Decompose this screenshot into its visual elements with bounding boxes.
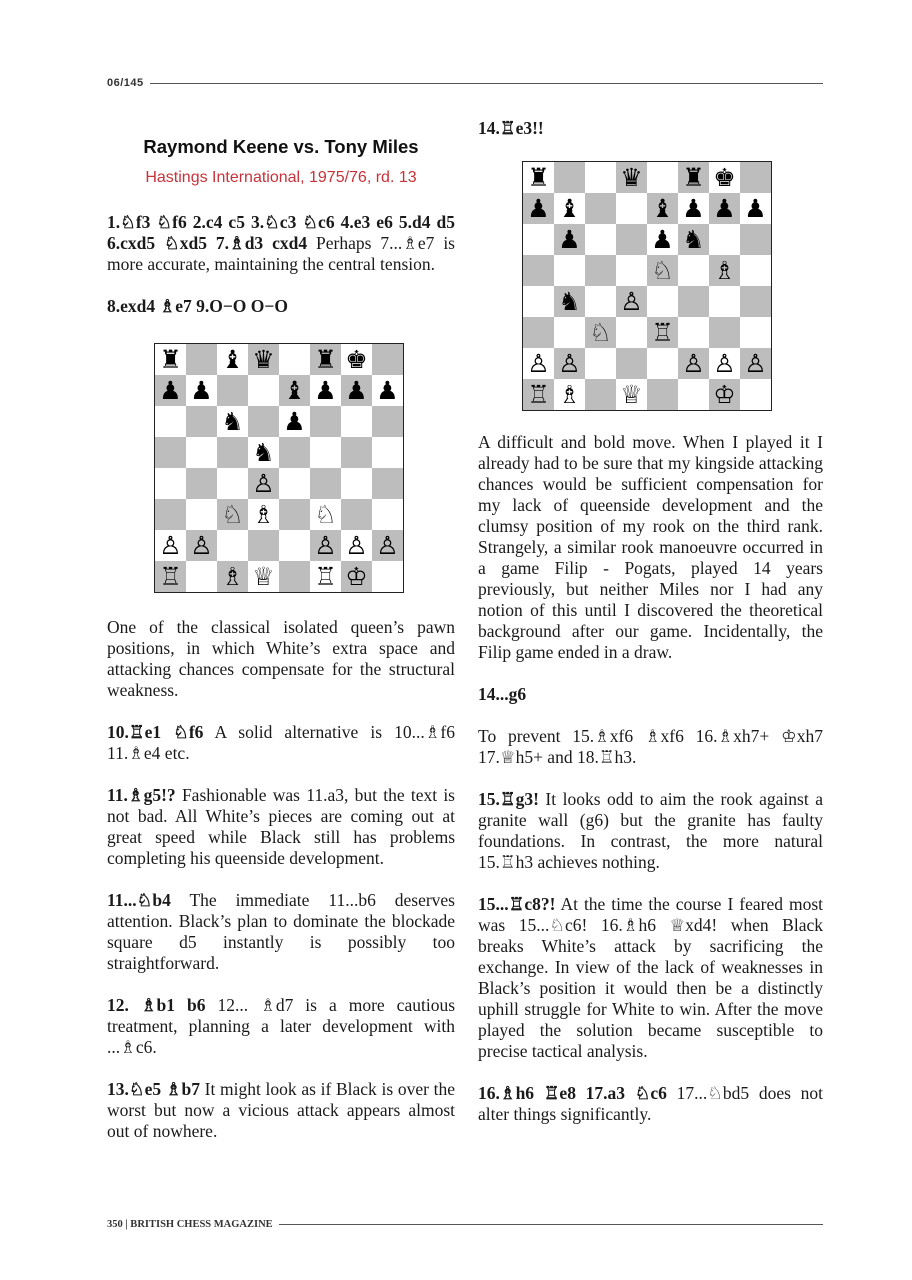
board-square (341, 499, 372, 530)
board-square (554, 255, 585, 286)
white-rook-icon: ♖ (651, 318, 674, 347)
board-square (709, 317, 740, 348)
board-square (372, 468, 403, 499)
board-square (155, 530, 186, 561)
moves: 11...♘b4 (107, 890, 171, 910)
white-knight-icon: ♘ (314, 500, 337, 529)
board-square (279, 468, 310, 499)
moves: 14.♖e3!! (478, 118, 544, 138)
board-square (616, 348, 647, 379)
page-header (107, 75, 823, 91)
board-square (186, 406, 217, 437)
board-square (372, 561, 403, 592)
black-knight-icon: ♞ (221, 407, 244, 436)
white-king-icon: ♔ (345, 562, 368, 591)
board-square (186, 468, 217, 499)
board-square (523, 162, 554, 193)
board-square (279, 561, 310, 592)
moves: 16.♗h6 ♖e8 17.a3 ♘c6 (478, 1083, 667, 1103)
board-square (341, 344, 372, 375)
board-square (248, 530, 279, 561)
moves: 14...g6 (478, 684, 527, 704)
white-pawn-icon: ♙ (713, 349, 736, 378)
moves: 12. ♗b1 b6 (107, 995, 206, 1015)
board-square (616, 193, 647, 224)
board-square (248, 437, 279, 468)
board-square (647, 286, 678, 317)
board-square (616, 255, 647, 286)
white-pawn-icon: ♙ (527, 349, 550, 378)
white-pawn-icon: ♙ (252, 469, 275, 498)
white-bishop-icon: ♗ (252, 500, 275, 529)
board-square (616, 317, 647, 348)
board-square (740, 193, 771, 224)
board-square (155, 468, 186, 499)
moves: 10.♖e1 ♘f6 (107, 722, 204, 742)
black-rook-icon: ♜ (159, 345, 182, 374)
black-king-icon: ♚ (713, 163, 736, 192)
board-square (217, 530, 248, 561)
board-square (186, 344, 217, 375)
annotation: It might look as if Black is over the worst but now a vicious attack appears almost out of nowhere. (107, 1079, 455, 1141)
board-square (310, 375, 341, 406)
annotation: Fashionable was 11.a3, but the text is not bad. All White’s pieces are coming out at great speed while Black still has problems completing his queenside development. (107, 785, 455, 868)
board-square (248, 406, 279, 437)
white-bishop-icon: ♗ (558, 380, 581, 409)
paragraph: One of the classical isolated queen’s pawn positions, in which White’s extra space and attacking chances compensate for the structural weakness. (107, 617, 455, 700)
annotation: It looks odd to aim the rook against a granite wall (g6) but the granite has faulty foundations. In contrast, the more natural 15.♖h3 achieves nothing. (478, 789, 823, 872)
white-queen-icon: ♕ (252, 562, 275, 591)
board-square (310, 344, 341, 375)
board-square (372, 437, 403, 468)
page-counter: 06/145 (107, 77, 144, 89)
board-square (341, 406, 372, 437)
board-square (217, 499, 248, 530)
white-pawn-icon: ♙ (190, 531, 213, 560)
board-square (341, 530, 372, 561)
board-square (155, 406, 186, 437)
board-square (341, 468, 372, 499)
board-square (248, 561, 279, 592)
board-square (310, 499, 341, 530)
annotation: 17...♘bd5 does not alter things significantly. (478, 1083, 823, 1124)
black-bishop-icon: ♝ (558, 194, 581, 223)
board-square (554, 286, 585, 317)
board-square (647, 224, 678, 255)
board-square (585, 286, 616, 317)
board-square (740, 224, 771, 255)
board-square (647, 193, 678, 224)
board-square (248, 499, 279, 530)
board-square (585, 162, 616, 193)
black-pawn-icon: ♟ (527, 194, 550, 223)
white-pawn-icon: ♙ (345, 531, 368, 560)
white-bishop-icon: ♗ (713, 256, 736, 285)
board-square (647, 255, 678, 286)
annotation: At the time the course I feared most was 15...♘c6! 16.♗h6 ♕xd4! when Black breaks White’s attack by sacrificing the exchange. In view of the lack of weaknesses in Black’s position it would then be a distinctly uphill struggle for White to win. After the move played the solution became susceptible to precise tactical analysis. (478, 894, 823, 1061)
board-square (585, 255, 616, 286)
board-square (186, 561, 217, 592)
game-event: Hastings International, 1975/76, rd. 13 (145, 169, 417, 186)
game-title: Raymond Keene vs. Tony Miles (143, 136, 419, 157)
board-square (186, 437, 217, 468)
board-square (585, 317, 616, 348)
board-square (709, 286, 740, 317)
board-square (523, 224, 554, 255)
board-square (523, 255, 554, 286)
paragraph (107, 212, 455, 275)
black-pawn-icon: ♟ (314, 376, 337, 405)
white-pawn-icon: ♙ (558, 349, 581, 378)
board-square (554, 379, 585, 410)
board-square (709, 193, 740, 224)
board-square (372, 406, 403, 437)
board-square (279, 437, 310, 468)
board-square (155, 437, 186, 468)
board-square (740, 317, 771, 348)
paragraph: A difficult and bold move. When I played it I already had to be sure that my kingside attacking chances would be sufficient compensation for my lack of queenside development and the clumsy position of my rook on the third rank. Strangely, a similar rook manoeuvre occurred in a game Filip - Pogats, played 14 years previously, but neither Miles nor I had any notion of this until I discovered the theoretical background after our game. Incidentally, the Filip game ended in a draw. (478, 432, 823, 662)
black-pawn-icon: ♟ (682, 194, 705, 223)
board-square (279, 344, 310, 375)
black-pawn-icon: ♟ (744, 194, 767, 223)
footer-text: 350 | BRITISH CHESS MAGAZINE (107, 1218, 273, 1230)
black-pawn-icon: ♟ (159, 376, 182, 405)
board-square (616, 162, 647, 193)
black-knight-icon: ♞ (252, 438, 275, 467)
paragraph: To prevent 15.♗xf6 ♗xf6 16.♗xh7+ ♔xh7 17.♕h5+ and 18.♖h3. (478, 726, 823, 767)
board-square (523, 317, 554, 348)
board-square (310, 530, 341, 561)
moves: 15.♖g3! (478, 789, 539, 809)
right-column (478, 118, 823, 1125)
board-square (678, 162, 709, 193)
black-pawn-icon: ♟ (558, 225, 581, 254)
white-knight-icon: ♘ (589, 318, 612, 347)
board-square (186, 375, 217, 406)
paragraph (478, 118, 823, 139)
paragraph (107, 890, 455, 974)
board-square (554, 224, 585, 255)
board-square (709, 348, 740, 379)
board-square (523, 348, 554, 379)
black-pawn-icon: ♟ (376, 376, 399, 405)
board-square (310, 561, 341, 592)
paragraph (107, 995, 455, 1058)
board-square (372, 375, 403, 406)
paragraph (478, 894, 823, 1062)
board-square (217, 344, 248, 375)
board-square (310, 437, 341, 468)
white-knight-icon: ♘ (651, 256, 674, 285)
black-pawn-icon: ♟ (651, 225, 674, 254)
chess-diagram-left (154, 343, 404, 593)
board-square (585, 379, 616, 410)
board-square (740, 379, 771, 410)
white-pawn-icon: ♙ (744, 349, 767, 378)
annotation: Perhaps 7...♗e7 is more accurate, maintaining the central tension. (107, 233, 455, 274)
white-rook-icon: ♖ (314, 562, 337, 591)
board-square (678, 348, 709, 379)
board-square (709, 379, 740, 410)
white-pawn-icon: ♙ (620, 287, 643, 316)
board-square (372, 530, 403, 561)
annotation: 12... ♗d7 is a more cautious treatment, planning a later development with ...♗c6. (107, 995, 455, 1057)
black-bishop-icon: ♝ (283, 376, 306, 405)
black-queen-icon: ♛ (252, 345, 275, 374)
black-pawn-icon: ♟ (713, 194, 736, 223)
black-rook-icon: ♜ (682, 163, 705, 192)
board-square (740, 348, 771, 379)
paragraph (107, 785, 455, 869)
board-square (310, 468, 341, 499)
board-square (217, 561, 248, 592)
white-bishop-icon: ♗ (221, 562, 244, 591)
board-square (740, 255, 771, 286)
black-rook-icon: ♜ (314, 345, 337, 374)
annotation: The immediate 11...b6 deserves attention. Black’s plan to dominate the blockade square d5 instantly is possibly too straightforward. (107, 890, 455, 973)
header-rule (150, 83, 823, 84)
board-square (217, 406, 248, 437)
board-square (186, 499, 217, 530)
board-square (709, 162, 740, 193)
board-square (678, 317, 709, 348)
moves: 11.♗g5!? (107, 785, 176, 805)
moves: 8.exd4 ♗e7 9.O−O O−O (107, 296, 288, 316)
black-knight-icon: ♞ (558, 287, 581, 316)
board-square (341, 561, 372, 592)
white-rook-icon: ♖ (527, 380, 550, 409)
board-square (341, 375, 372, 406)
black-bishop-icon: ♝ (221, 345, 244, 374)
board-square (248, 375, 279, 406)
paragraph (107, 1079, 455, 1142)
board-square (740, 162, 771, 193)
paragraph (107, 296, 455, 317)
board-square (678, 224, 709, 255)
board-square (155, 344, 186, 375)
board-square (341, 437, 372, 468)
black-rook-icon: ♜ (527, 163, 550, 192)
board-square (585, 348, 616, 379)
board-square (554, 317, 585, 348)
board-square (248, 468, 279, 499)
moves: 13.♘e5 ♗b7 (107, 1079, 200, 1099)
left-column (107, 118, 455, 1142)
white-pawn-icon: ♙ (376, 531, 399, 560)
board-square (585, 193, 616, 224)
black-king-icon: ♚ (345, 345, 368, 374)
board-square (709, 255, 740, 286)
board-square (616, 224, 647, 255)
board-square (372, 344, 403, 375)
page-footer (107, 1217, 823, 1231)
white-pawn-icon: ♙ (159, 531, 182, 560)
moves: 15...♖c8?! (478, 894, 556, 914)
board-square (186, 530, 217, 561)
board-square (279, 499, 310, 530)
board-square (616, 379, 647, 410)
board-square (279, 406, 310, 437)
board-square (523, 286, 554, 317)
board-square (155, 375, 186, 406)
paragraph (478, 1083, 823, 1125)
white-pawn-icon: ♙ (314, 531, 337, 560)
board-square (585, 224, 616, 255)
chess-diagram-right (522, 161, 772, 411)
board-square (310, 406, 341, 437)
board-square (647, 379, 678, 410)
board-square (678, 193, 709, 224)
white-queen-icon: ♕ (620, 380, 643, 409)
board-square (647, 162, 678, 193)
board-square (372, 499, 403, 530)
board-square (217, 468, 248, 499)
black-queen-icon: ♛ (620, 163, 643, 192)
board-square (279, 530, 310, 561)
white-pawn-icon: ♙ (682, 349, 705, 378)
paragraph (107, 722, 455, 764)
board-square (155, 499, 186, 530)
board-square (554, 348, 585, 379)
black-pawn-icon: ♟ (190, 376, 213, 405)
footer-rule (279, 1224, 823, 1225)
white-knight-icon: ♘ (221, 500, 244, 529)
board-square (523, 193, 554, 224)
board-square (647, 348, 678, 379)
board-square (155, 561, 186, 592)
white-rook-icon: ♖ (159, 562, 182, 591)
board-square (678, 379, 709, 410)
board-square (217, 437, 248, 468)
paragraph (478, 789, 823, 873)
board-square (554, 193, 585, 224)
board-square (647, 317, 678, 348)
black-knight-icon: ♞ (682, 225, 705, 254)
board-square (523, 379, 554, 410)
moves: 1.♘f3 ♘f6 2.c4 c5 3.♘c3 ♘c6 4.e3 e6 5.d4 d5 6.cxd5 ♘xd5 7.♗d3 cxd4 (107, 212, 455, 253)
black-pawn-icon: ♟ (345, 376, 368, 405)
board-square (616, 286, 647, 317)
board-square (740, 286, 771, 317)
annotation: A solid alternative is 10...♗f6 11.♗e4 etc. (107, 722, 455, 763)
board-square (554, 162, 585, 193)
black-bishop-icon: ♝ (651, 194, 674, 223)
board-square (678, 286, 709, 317)
white-king-icon: ♔ (713, 380, 736, 409)
black-pawn-icon: ♟ (283, 407, 306, 436)
board-square (678, 255, 709, 286)
board-square (248, 344, 279, 375)
board-square (279, 375, 310, 406)
board-square (709, 224, 740, 255)
board-square (217, 375, 248, 406)
paragraph (478, 684, 823, 705)
